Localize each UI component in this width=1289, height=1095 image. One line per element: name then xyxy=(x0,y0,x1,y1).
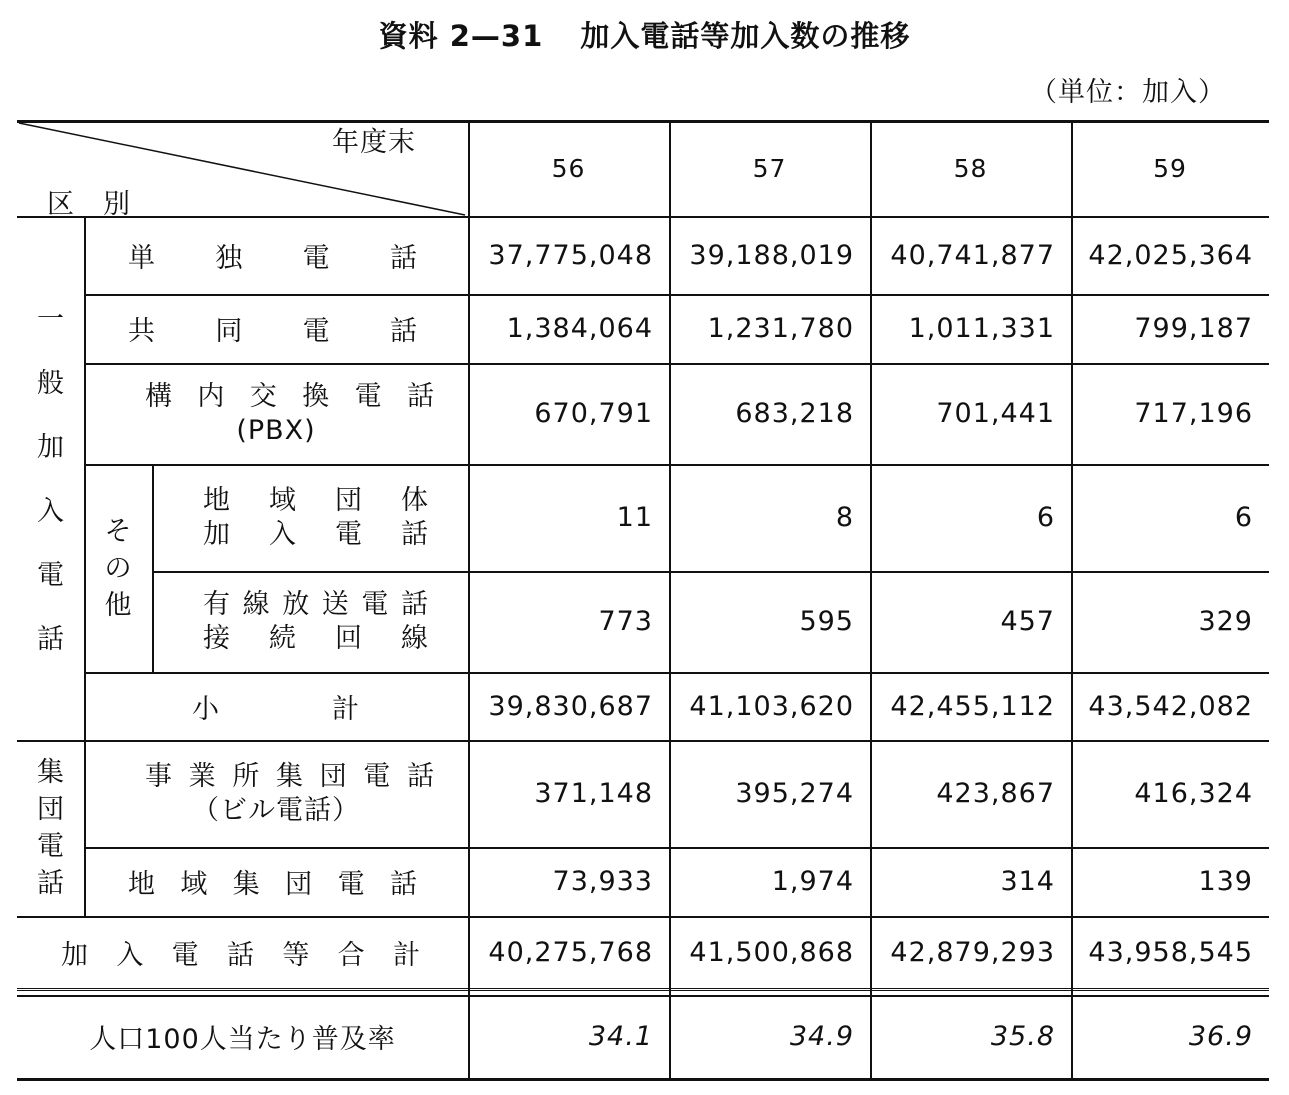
value-cell-shared: 1,011,331 xyxy=(908,313,1055,344)
label-char: 加 xyxy=(203,518,231,550)
label-char: 事 xyxy=(145,760,173,792)
label-char: 換 xyxy=(302,380,331,412)
value-cell-rate: 34.9 xyxy=(789,1020,854,1052)
row-label-office-sub: （ビル電話） xyxy=(192,794,360,826)
label-char: 続 xyxy=(269,622,297,654)
value-cell-regional: 8 xyxy=(835,502,854,533)
label-char: 電 xyxy=(354,380,383,412)
group-other-label xyxy=(84,464,152,672)
label-char: 入 xyxy=(269,518,297,550)
value-cell-area: 73,933 xyxy=(552,866,653,897)
group-label-char: 入 xyxy=(37,496,64,527)
group-label-char: 般 xyxy=(37,368,64,399)
value-cell-regional: 6 xyxy=(1234,502,1253,533)
label-char: 地 xyxy=(128,869,156,900)
row-label-rate: 人口100人当たり普及率 xyxy=(89,1023,396,1055)
label-char: 接 xyxy=(203,622,231,654)
value-cell-cable: 595 xyxy=(799,606,854,637)
group-label-char: 一 xyxy=(37,304,64,335)
value-cell-total: 41,500,868 xyxy=(689,936,854,968)
value-cell-regional: 11 xyxy=(616,502,653,533)
value-cell-office: 395,274 xyxy=(735,778,854,809)
group-collective-label xyxy=(17,740,84,916)
label-char: 電 xyxy=(171,939,200,971)
label-char: 電 xyxy=(361,588,390,620)
label-char: 集 xyxy=(232,869,261,900)
value-cell-subtotal: 41,103,620 xyxy=(689,690,854,722)
value-cell-pbx: 717,196 xyxy=(1134,398,1253,429)
value-cell-area: 1,974 xyxy=(771,866,854,897)
label-char: 話 xyxy=(401,518,429,550)
group-label-char: 話 xyxy=(37,624,64,655)
value-cell-office: 416,324 xyxy=(1134,778,1253,809)
value-cell-total: 43,958,545 xyxy=(1088,936,1253,968)
label-char: 入 xyxy=(116,939,145,971)
label-char: 有 xyxy=(203,588,231,620)
label-char: 話 xyxy=(406,760,435,792)
label-char: 加 xyxy=(61,939,89,971)
value-cell-area: 314 xyxy=(1000,866,1055,897)
rule-bottom xyxy=(17,1078,1269,1081)
label-char: 線 xyxy=(401,622,429,654)
label-char: 業 xyxy=(188,760,217,792)
year-header: 58 xyxy=(953,153,988,183)
label-char: 電 xyxy=(335,518,363,550)
row-label-total xyxy=(17,916,468,988)
value-cell-single: 42,025,364 xyxy=(1088,239,1253,271)
row-label-shared xyxy=(84,294,468,363)
value-cell-shared: 799,187 xyxy=(1134,313,1253,344)
row-label-pbx-sub: (PBX) xyxy=(236,414,316,446)
label-char: 共 xyxy=(128,316,156,347)
value-cell-shared: 1,231,780 xyxy=(707,313,854,344)
header-row-label: 区 別 xyxy=(47,188,131,220)
group-label-char: の xyxy=(104,552,132,584)
value-cell-subtotal: 42,455,112 xyxy=(890,690,1055,722)
row-label-regional xyxy=(152,464,468,571)
label-char: 話 xyxy=(400,588,429,620)
year-header: 56 xyxy=(551,153,586,183)
unit-label: （単位：加入） xyxy=(1030,77,1226,108)
value-cell-single: 37,775,048 xyxy=(488,239,653,271)
value-cell-single: 39,188,019 xyxy=(689,239,854,271)
group-label-char: 集 xyxy=(37,757,64,788)
group-label-char: そ xyxy=(104,515,132,547)
title-number: 2—31 xyxy=(449,19,544,53)
group-general-label xyxy=(17,290,84,670)
label-char: 計 xyxy=(392,939,421,971)
label-char: 話 xyxy=(389,242,418,274)
row-label-cable xyxy=(152,571,468,672)
label-char: 団 xyxy=(285,869,314,900)
label-char: 話 xyxy=(226,939,255,971)
value-cell-pbx: 701,441 xyxy=(936,398,1055,429)
page-title xyxy=(0,14,1289,55)
label-char: 独 xyxy=(215,242,244,274)
value-cell-cable: 773 xyxy=(598,606,653,637)
label-char: 等 xyxy=(282,939,311,971)
value-cell-rate: 35.8 xyxy=(990,1020,1055,1052)
value-cell-cable: 457 xyxy=(1000,606,1055,637)
year-header: 59 xyxy=(1153,153,1187,183)
value-cell-shared: 1,384,064 xyxy=(506,313,653,344)
label-char: 電 xyxy=(337,869,366,900)
group-label-char: 電 xyxy=(37,560,64,591)
label-char: 体 xyxy=(401,484,429,516)
label-char: 単 xyxy=(128,242,156,274)
value-cell-office: 371,148 xyxy=(534,778,653,809)
label-char: 送 xyxy=(321,588,350,620)
label-char: 話 xyxy=(389,869,418,900)
label-char: 話 xyxy=(389,316,418,347)
label-char: 電 xyxy=(302,242,331,274)
header-col-label: 年度末 xyxy=(332,126,416,158)
label-char: 集 xyxy=(275,760,304,792)
title-text: 加入電話等加入数の推移 xyxy=(580,19,911,53)
label-char: 線 xyxy=(242,588,271,620)
title-prefix: 資料 xyxy=(378,19,439,53)
value-cell-total: 40,275,768 xyxy=(488,936,653,968)
value-cell-pbx: 670,791 xyxy=(534,398,653,429)
label-char: 同 xyxy=(215,316,244,347)
group-label-char: 加 xyxy=(37,432,64,463)
value-cell-total: 42,879,293 xyxy=(890,936,1055,968)
group-label-char: 団 xyxy=(37,794,64,825)
label-char: 交 xyxy=(249,380,278,412)
group-label-char: 話 xyxy=(37,868,64,899)
label-char: 域 xyxy=(180,869,209,900)
group-label-char: 他 xyxy=(104,589,132,621)
value-cell-area: 139 xyxy=(1198,866,1253,897)
value-cell-rate: 34.1 xyxy=(588,1020,653,1052)
label-char: 域 xyxy=(269,484,297,516)
label-char: 地 xyxy=(203,484,231,516)
label-char: 所 xyxy=(232,760,261,792)
row-label-subtotal: 小 計 xyxy=(192,693,360,725)
value-cell-subtotal: 39,830,687 xyxy=(488,690,653,722)
value-cell-single: 40,741,877 xyxy=(890,239,1055,271)
label-char: 話 xyxy=(406,380,435,412)
label-char: 構 xyxy=(145,380,173,412)
value-cell-pbx: 683,218 xyxy=(735,398,854,429)
row-label-pbx xyxy=(84,363,468,464)
value-cell-office: 423,867 xyxy=(936,778,1055,809)
label-char: 団 xyxy=(319,760,348,792)
row-label-single xyxy=(84,216,468,294)
row-label-office xyxy=(84,740,468,847)
value-cell-cable: 329 xyxy=(1198,606,1253,637)
label-char: 団 xyxy=(335,484,363,516)
label-char: 合 xyxy=(337,939,366,971)
label-char: 放 xyxy=(282,588,311,620)
value-cell-regional: 6 xyxy=(1036,502,1055,533)
group-label-char: 電 xyxy=(37,831,64,862)
label-char: 回 xyxy=(335,622,363,654)
value-cell-rate: 36.9 xyxy=(1188,1020,1253,1052)
data-table xyxy=(17,120,1269,1080)
row-label-area xyxy=(84,847,468,916)
year-header: 57 xyxy=(752,153,787,183)
label-char: 電 xyxy=(363,760,392,792)
value-cell-subtotal: 43,542,082 xyxy=(1088,690,1253,722)
label-char: 内 xyxy=(197,380,226,412)
label-char: 電 xyxy=(302,316,331,347)
